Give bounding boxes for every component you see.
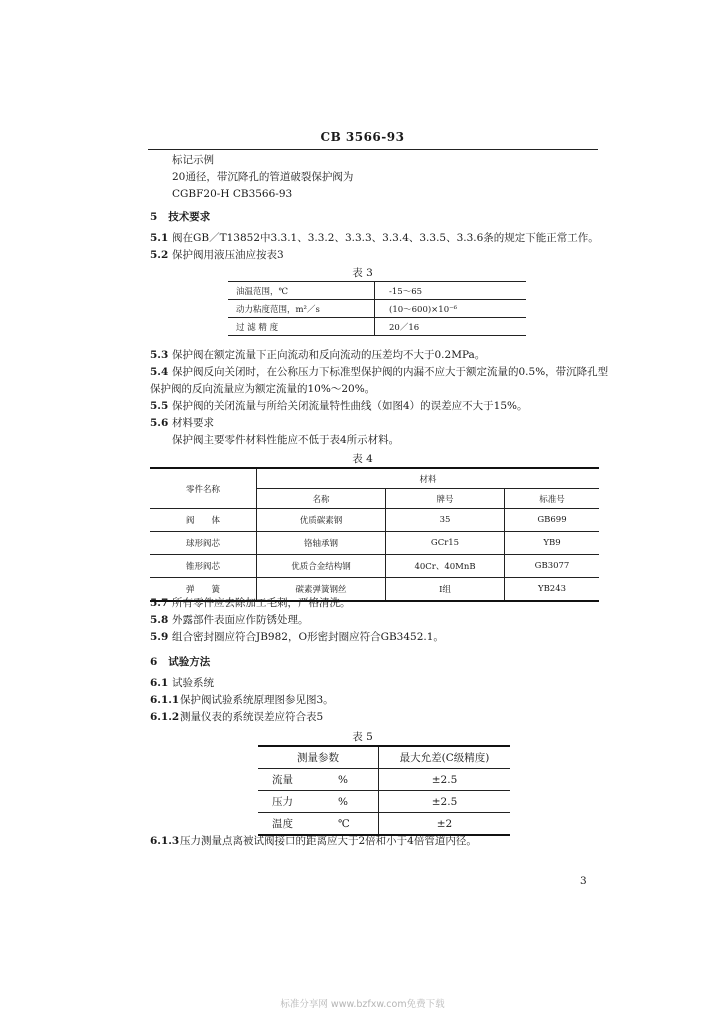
clause-text: 外露部件表面应作防锈处理。	[172, 614, 309, 626]
table-cell: %	[334, 769, 379, 791]
table-cell: 油温范围，℃	[228, 282, 375, 300]
clause-5-6	[150, 417, 214, 430]
clause-text: 保护阀反向关闭时，在公称压力下标准型保护阀的内漏不应大于额定流量的0.5%，带沉降孔型	[172, 366, 609, 378]
column-header-parameter: 测量参数	[258, 746, 379, 769]
table-cell: ±2	[379, 813, 511, 836]
table-cell: 压力	[258, 791, 334, 813]
clause-5-6-body: 保护阀主要零件材料性能应不低于表4所示材料。	[172, 434, 400, 446]
header-rule	[148, 149, 598, 150]
table-header-row	[258, 746, 510, 769]
table-cell: 锥形阀芯	[150, 555, 257, 578]
clause-5-9	[150, 631, 444, 644]
column-header-standard: 标准号	[505, 489, 600, 509]
table-cell: -15～65	[375, 282, 527, 300]
clause-number: 5.6	[150, 417, 169, 429]
section-6-heading	[150, 656, 210, 669]
column-header-tolerance: 最大允差(C级精度)	[379, 746, 511, 769]
table-3-caption: 表 3	[352, 267, 373, 279]
section-title: 试验方法	[168, 656, 211, 668]
clause-text: 保护阀在额定流量下正向流动和反向流动的压差均不大于0.2MPa。	[172, 349, 486, 361]
clause-number: 5.7	[150, 597, 169, 609]
table-cell: 优质合金结构钢	[257, 555, 386, 578]
table-cell: 球形阀芯	[150, 532, 257, 555]
table-cell: 过 滤 精 度	[228, 318, 375, 336]
marking-line-1: 20通径，带沉降孔的管道破裂保护阀为	[172, 171, 354, 183]
footer-watermark: 标准分享网 www.bzfxw.com免费下载	[280, 999, 445, 1010]
table-cell: GCr15	[386, 532, 505, 555]
clause-6-1-1	[150, 694, 334, 707]
table-cell: 优质碳素钢	[257, 509, 386, 532]
clause-number: 5.9	[150, 631, 169, 643]
section-5-heading	[150, 211, 210, 224]
table-cell: 碳素弹簧钢丝	[257, 578, 386, 602]
clause-number: 5.5	[150, 400, 169, 412]
table-cell: %	[334, 791, 379, 813]
clause-5-4	[150, 366, 608, 379]
clause-number: 6.1.1	[150, 694, 180, 706]
clause-5-8	[150, 614, 309, 627]
table-cell: GB699	[505, 509, 600, 532]
table-row	[258, 791, 510, 813]
clause-number: 6.1.3	[150, 835, 180, 847]
section-number: 5	[150, 211, 158, 223]
table-row	[228, 300, 526, 318]
clause-text: 压力测量点离被试阀接口的距离应大于2倍和小于4倍管道内径。	[180, 835, 477, 847]
column-header-part: 零件名称	[150, 468, 257, 509]
column-header-name: 名称	[257, 489, 386, 509]
table-row	[258, 813, 510, 836]
table-cell: 弹 簧	[150, 578, 257, 602]
clause-number: 6.1.2	[150, 711, 180, 723]
page-number: 3	[580, 875, 587, 887]
clause-text: 材料要求	[172, 417, 214, 429]
clause-text: 保护阀的关闭流量与所给关闭流量特性曲线（如图4）的误差应不大于15%。	[172, 400, 528, 412]
clause-6-1-2	[150, 711, 323, 724]
clause-5-4-continued: 保护阀的反向流量应为额定流量的10%～20%。	[150, 383, 376, 395]
table-cell: 铬轴承钢	[257, 532, 386, 555]
clause-text: 所有零件应去除加工毛刺，严格清洗。	[172, 597, 351, 609]
table-cell: 流量	[258, 769, 334, 791]
clause-text: 阀在GB／T13852中3.3.1、3.3.2、3.3.3、3.3.4、3.3.5、3.3.6条的规定下能正常工作。	[172, 232, 599, 244]
table-cell: 动力粘度范围，m²／s	[228, 300, 375, 318]
document-code: CB 3566-93	[320, 130, 405, 144]
section-title: 技术要求	[168, 211, 211, 223]
table-row	[150, 509, 599, 532]
clause-5-1	[150, 232, 599, 245]
clause-number: 5.4	[150, 366, 169, 378]
marking-line-2: CGBF20-H CB3566-93	[172, 188, 293, 200]
clause-number: 5.2	[150, 249, 169, 261]
clause-text: 保护阀试验系统原理图参见图3。	[180, 694, 334, 706]
clause-text: 保护阀用液压油应按表3	[172, 249, 284, 261]
section-number: 6	[150, 656, 158, 668]
table-cell: 40Cr、40MnB	[386, 555, 505, 578]
table-5-caption: 表 5	[352, 731, 373, 743]
column-header-grade: 牌号	[386, 489, 505, 509]
table-4-caption: 表 4	[352, 453, 373, 465]
table-header-row	[150, 468, 599, 489]
clause-5-7	[150, 597, 351, 610]
clause-number: 5.8	[150, 614, 169, 626]
clause-5-2	[150, 249, 284, 262]
clause-5-3	[150, 349, 485, 362]
table-cell: ℃	[334, 813, 379, 836]
clause-6-1-3	[150, 835, 477, 848]
table-row	[150, 555, 599, 578]
table-row	[150, 532, 599, 555]
clause-number: 5.3	[150, 349, 169, 361]
column-header-material: 材料	[257, 468, 600, 489]
clause-text: 测量仪表的系统误差应符合表5	[180, 711, 324, 723]
clause-text: 组合密封圈应符合JB982，O形密封圈应符合GB3452.1。	[172, 631, 444, 643]
table-cell: (10～600)×10⁻⁶	[375, 300, 527, 318]
table-4	[150, 467, 599, 602]
table-row	[228, 282, 526, 300]
clause-number: 5.1	[150, 232, 169, 244]
table-cell: 20／16	[375, 318, 527, 336]
table-row	[228, 318, 526, 336]
clause-number: 6.1	[150, 677, 169, 689]
table-cell: Ⅰ组	[386, 578, 505, 602]
clause-6-1	[150, 677, 214, 690]
clause-text: 试验系统	[172, 677, 214, 689]
table-cell: ±2.5	[379, 791, 511, 813]
table-cell: 阀 体	[150, 509, 257, 532]
table-5	[258, 745, 510, 836]
table-3	[228, 281, 526, 336]
clause-5-5	[150, 400, 528, 413]
table-cell: GB3077	[505, 555, 600, 578]
table-row	[258, 769, 510, 791]
marking-title: 标记示例	[172, 154, 214, 166]
table-cell: ±2.5	[379, 769, 511, 791]
table-cell: YB9	[505, 532, 600, 555]
table-cell: 温度	[258, 813, 334, 836]
table-cell: YB243	[505, 578, 600, 602]
table-cell: 35	[386, 509, 505, 532]
